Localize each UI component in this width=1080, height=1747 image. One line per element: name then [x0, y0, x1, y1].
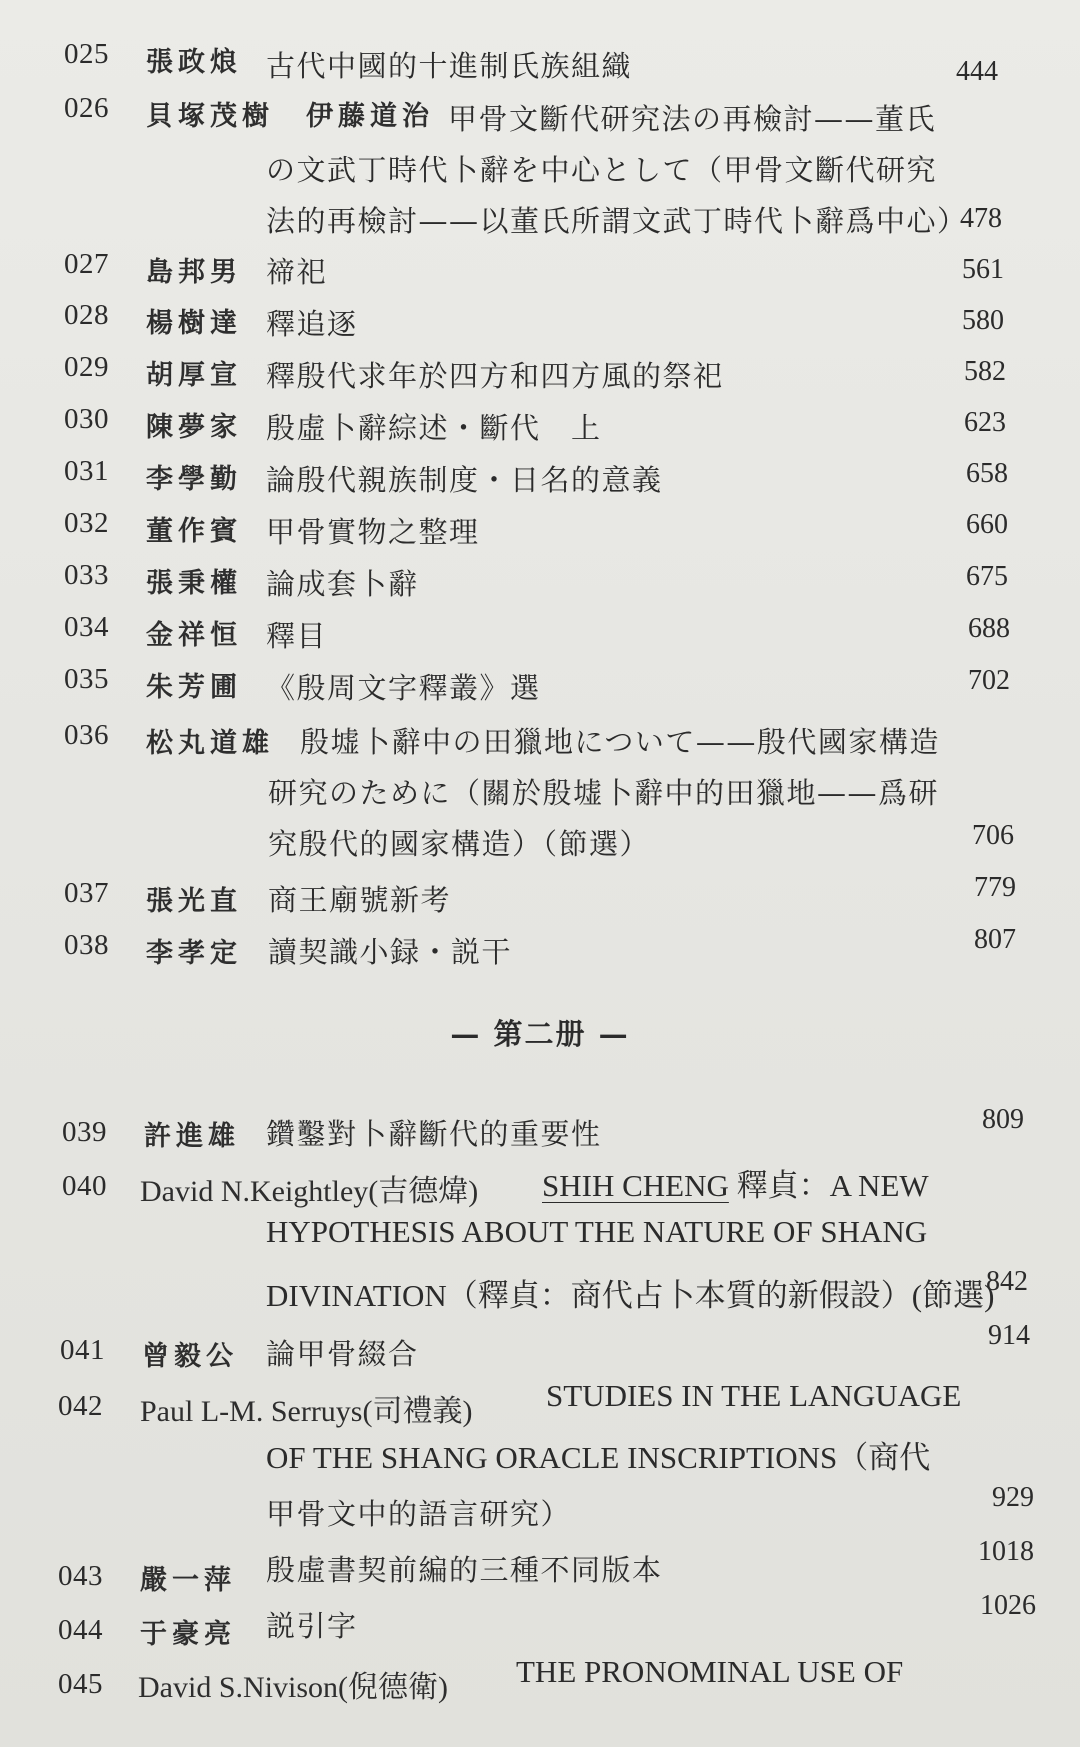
entry-title-line-2: の文武丁時代卜辭を中心として（甲骨文斷代研究	[266, 153, 938, 187]
entry-author: 許進雄	[144, 1121, 240, 1152]
entry-number: 026	[64, 92, 109, 124]
entry-author: David S.Nivison(倪德衛)	[138, 1671, 448, 1704]
entry-title: 讀契識小録・説干	[268, 935, 513, 969]
entry-number: 033	[64, 559, 109, 591]
entry-page: 929	[992, 1482, 1034, 1513]
entry-title: 甲骨實物之整理	[266, 515, 480, 549]
entry-author: 董作賓	[146, 516, 242, 547]
entry-author: 嚴一萍	[140, 1565, 236, 1596]
entry-page: 675	[966, 561, 1008, 592]
entry-number: 034	[64, 611, 109, 643]
entry-author: 松丸道雄	[146, 728, 274, 759]
entry-author: 金祥恒	[146, 620, 242, 651]
entry-title-line-3: 法的再檢討——以董氏所謂文武丁時代卜辭爲中心）	[266, 204, 968, 238]
entry-title: 殷虛卜辭綜述・斷代 上	[266, 411, 602, 445]
entry-number: 041	[60, 1334, 105, 1366]
entry-author: 李孝定	[146, 938, 242, 969]
entry-number: 025	[64, 38, 109, 70]
entry-title-underlined: SHIH CHENG	[542, 1168, 729, 1203]
entry-number: 045	[58, 1668, 103, 1700]
entry-number: 038	[64, 929, 109, 961]
entry-author: David N.Keightley(吉德煒)	[140, 1175, 479, 1208]
entry-title: THE PRONOMINAL USE OF	[516, 1654, 904, 1689]
entry-title-line-1	[542, 1160, 929, 1205]
entry-page: 561	[962, 254, 1004, 285]
entry-page: 1026	[980, 1590, 1036, 1621]
entry-page: 779	[974, 872, 1016, 903]
entry-author: 楊樹達	[146, 308, 242, 339]
entry-author: 朱芳圃	[146, 672, 242, 703]
entry-title: 論甲骨綴合	[266, 1337, 419, 1371]
entry-title-line-3: 究殷代的國家構造）（節選）	[268, 827, 651, 861]
entry-page: 706	[972, 820, 1014, 851]
entry-author: 張光直	[146, 886, 242, 917]
section-heading: — 第二册 —	[450, 1017, 630, 1051]
entry-author: 李學勤	[146, 464, 242, 495]
entry-author: 島邦男	[146, 257, 242, 288]
entry-page: 580	[962, 305, 1004, 336]
entry-number: 028	[64, 299, 109, 331]
entry-title-line-1: 殷墟卜辭中の田獵地について——殷代國家構造	[300, 725, 940, 759]
entry-title-line-1: 甲骨文斷代研究法の再檢討——董氏	[448, 102, 937, 136]
entry-page: 1018	[978, 1536, 1034, 1567]
entry-page: 807	[974, 924, 1016, 955]
entry-title: 論成套卜辭	[266, 567, 419, 601]
entry-number: 040	[62, 1170, 107, 1202]
entry-number: 030	[64, 403, 109, 435]
entry-number: 027	[64, 248, 109, 280]
entry-title: 釋殷代求年於四方和四方風的祭祀	[266, 359, 724, 393]
entry-title: 説引字	[266, 1609, 358, 1643]
entry-title: 釋目	[266, 619, 328, 653]
entry-number: 029	[64, 351, 109, 383]
entry-page: 660	[966, 509, 1008, 540]
entry-page: 582	[964, 356, 1006, 387]
entry-number: 042	[58, 1390, 103, 1422]
entry-title-line-1: STUDIES IN THE LANGUAGE	[546, 1378, 962, 1413]
entry-number: 044	[58, 1614, 103, 1646]
entry-title: 古代中國的十進制氏族組織	[266, 49, 633, 83]
entry-author: 張秉權	[146, 568, 242, 599]
entry-page: 658	[966, 458, 1008, 489]
entry-page: 809	[982, 1104, 1024, 1135]
entry-title-line-2: HYPOTHESIS ABOUT THE NATURE OF SHANG	[266, 1214, 928, 1249]
entry-author: 曾毅公	[142, 1341, 238, 1372]
entry-title: 鑽鑿對卜辭斷代的重要性	[266, 1117, 602, 1151]
entry-title: 殷虛書契前編的三種不同版本	[266, 1553, 663, 1587]
entry-page: 623	[964, 407, 1006, 438]
entry-author: 貝塚茂樹 伊藤道治	[146, 101, 434, 132]
entry-title-line-3: 甲骨文中的語言研究）	[266, 1497, 572, 1531]
entry-title-line-1-rest: 釋貞：A NEW	[728, 1168, 929, 1203]
entry-author: 陳夢家	[146, 412, 242, 443]
entry-title-line-3: DIVINATION（釋貞：商代占卜本質的新假設）(節選)	[266, 1278, 995, 1313]
entry-author: 張政烺	[146, 47, 242, 78]
entry-page: 914	[988, 1320, 1030, 1351]
entry-title: 禘祀	[266, 255, 328, 289]
entry-page: 688	[968, 613, 1010, 644]
entry-title: 釋追逐	[266, 307, 358, 341]
entry-title: 商王廟號新考	[268, 883, 452, 917]
entry-author: 于豪亮	[140, 1619, 236, 1650]
entry-page: 478	[960, 203, 1002, 234]
entry-number: 039	[62, 1116, 107, 1148]
entry-title: 論殷代親族制度・日名的意義	[266, 463, 663, 497]
entry-page: 444	[956, 56, 998, 87]
entry-title-line-2: OF THE SHANG ORACLE INSCRIPTIONS（商代	[266, 1440, 931, 1475]
entry-number: 031	[64, 455, 109, 487]
entry-number: 036	[64, 719, 109, 751]
entry-page: 702	[968, 665, 1010, 696]
entry-number: 043	[58, 1560, 103, 1592]
entry-number: 037	[64, 877, 109, 909]
entry-author: 胡厚宣	[146, 360, 242, 391]
entry-number: 032	[64, 507, 109, 539]
entry-title: 《殷周文字釋叢》選	[266, 671, 541, 705]
entry-page: 842	[986, 1266, 1028, 1297]
entry-author: Paul L-M. Serruys(司禮義)	[140, 1395, 473, 1428]
entry-title-line-2: 研究のために（關於殷墟卜辭中的田獵地——爲研	[268, 776, 940, 810]
entry-number: 035	[64, 663, 109, 695]
